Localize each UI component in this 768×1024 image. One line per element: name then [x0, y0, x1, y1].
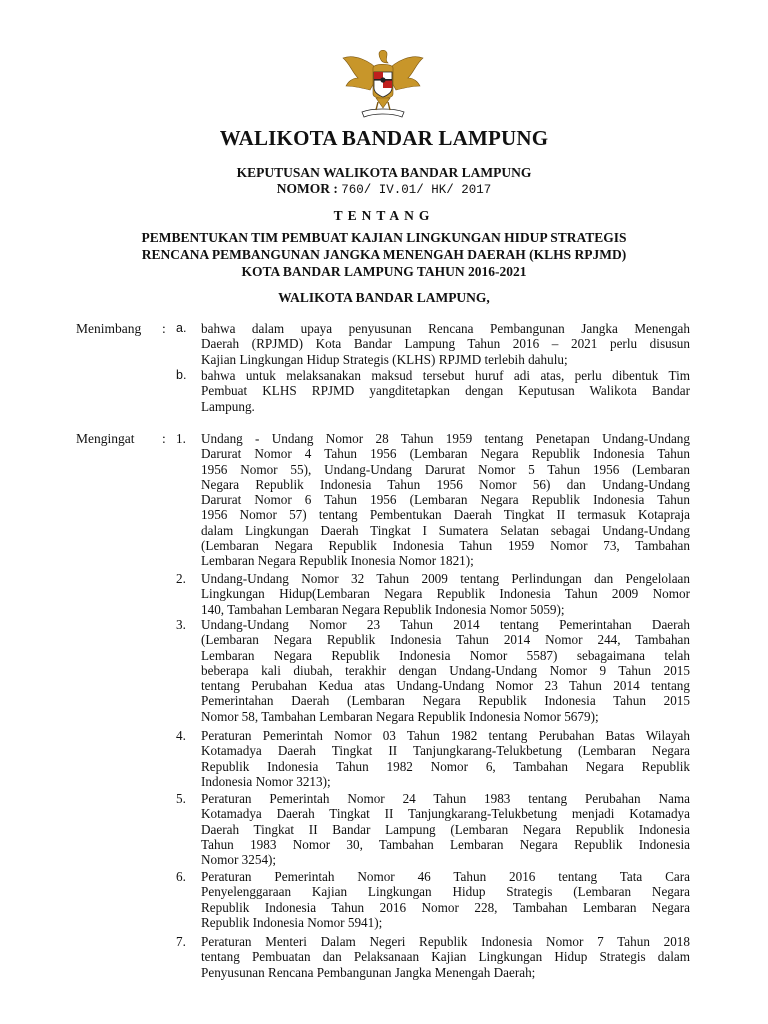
mengingat-item-line: Kotamadya Daerah Tingkat II Tanjungkarang-Telukbetung (Lembaran Negara	[201, 743, 690, 759]
mengingat-item	[201, 869, 690, 930]
mengingat-item-line: Republik Indonesia Tahun 1982 Nomor 6, Tambahan Negara Republik	[201, 758, 690, 774]
subject-line: PEMBENTUKAN TIM PEMBUAT KAJIAN LINGKUNGAN HIDUP STRATEGIS	[141, 230, 627, 245]
menimbang-item-line: bahwa untuk melaksanakan maksud tersebut huruf adi atas, perlu dibentuk Tim	[201, 368, 690, 383]
mengingat-item-marker: 4.	[176, 728, 186, 743]
mengingat-item-line: Daerah Tingkat II Bandar Lampung (Lembaran Negara Republik Indonesia	[201, 821, 690, 837]
mengingat-item-line: Peraturan Pemerintah Nomor 24 Tahun 1983 tentang Perubahan Nama	[201, 791, 690, 806]
mengingat-item	[201, 728, 690, 789]
mengingat-item-line: Republik Indonesia Tahun 2016 Nomor 228, Tambahan Lembaran Negara	[201, 899, 690, 915]
mengingat-item-marker: 2.	[176, 571, 186, 586]
decree-number-value: 760/ IV.01/ HK/ 2017	[341, 183, 492, 197]
mengingat-item-line: Nomor 58, Tambahan Lembaran Negara Republik Indonesia Nomor 5679);	[201, 708, 599, 724]
tentang-heading: TENTANG	[333, 208, 435, 223]
menimbang-item-line: bahwa dalam upaya penyusunan Rencana Pembangunan Jangka Menengah	[201, 321, 690, 336]
mengingat-item	[201, 571, 690, 617]
menimbang-item-line: Kajian Lingkungan Hidup Strategis (KLHS) RPJMD terlebih dahulu;	[201, 351, 568, 367]
mengingat-item-line: (Lembaran Negara Republik Indonesia Tahun 2014 Nomor 244, Tambahan	[201, 632, 690, 648]
mengingat-item-line: Penyelenggaraan Kajian Lingkungan Hidup Strategis (Lembaran Negara	[201, 884, 690, 900]
menimbang-item-marker: b.	[176, 368, 187, 382]
mengingat-item-line: Negara Republik Indonesia Tahun 1956 Nomor 56) dan Undang-Undang	[201, 476, 690, 492]
mengingat-item-line: Pemerintahan Daerah (Lembaran Negara Republik Indonesia Tahun 2015	[201, 693, 690, 709]
menimbang-item-marker: a.	[176, 321, 187, 335]
mengingat-item-line: (Lembaran Negara Republik Indonesia Tahun 1959 Nomor 73, Tambahan	[201, 538, 690, 554]
menimbang-label: Menimbang	[76, 321, 142, 336]
mengingat-item-line: beberapa kali diubah, terakhir dengan Undang-Undang Nomor 9 Tahun 2015	[201, 662, 690, 678]
mengingat-item-line: Penyusunan Rencana Pembangunan Jangka Menengah Daerah;	[201, 964, 536, 980]
decree-title: KEPUTUSAN WALIKOTA BANDAR LAMPUNG	[236, 165, 532, 180]
mengingat-item-line: 140, Tambahan Lembaran Negara Republik Indonesia Nomor 5059);	[201, 601, 565, 617]
mengingat-item-line: Lembaran Negara Republik Inonesia Nomor 1821);	[201, 553, 474, 569]
mengingat-item-marker: 5.	[176, 791, 186, 806]
decree-number-label: NOMOR :	[276, 181, 338, 196]
garuda-pancasila-emblem	[340, 50, 426, 122]
mengingat-item-line: tentang Perubahan Kedua atas Undang-Undang Nomor 23 Tahun 2014 tentang	[201, 678, 690, 694]
mengingat-item-line: Undang-Undang Nomor 32 Tahun 2009 tentang Perlindungan dan Pengelolaan	[201, 571, 690, 586]
mengingat-item-line: 1956 Nomor 55), Undang-Undang Darurat Nomor 5 Tahun 1956 (Lembaran	[201, 461, 690, 477]
mayor-heading: WALIKOTA BANDAR LAMPUNG,	[278, 290, 490, 305]
mengingat-colon: :	[162, 431, 166, 446]
menimbang-item-line: Pembuat KLHS RPJMD yangditetapkan dengan Keputusan Walikota Bandar	[201, 383, 690, 399]
mengingat-item	[201, 617, 690, 724]
mengingat-item-line: Peraturan Menteri Dalam Negeri Republik Indonesia Nomor 7 Tahun 2018	[201, 934, 690, 949]
menimbang-colon: :	[162, 321, 166, 336]
mengingat-item-line: Peraturan Pemerintah Nomor 46 Tahun 2016 tentang Tata Cara	[201, 869, 690, 884]
mengingat-item-line: Darurat Nomor 6 Tahun 1956 (Lembaran Negara Republik Indonesia Tahun	[201, 492, 690, 508]
mengingat-item-marker: 7.	[176, 934, 186, 949]
mengingat-item-line: Undang - Undang Nomor 28 Tahun 1959 tentang Penetapan Undang-Undang	[201, 431, 690, 446]
menimbang-item-line: Lampung.	[201, 398, 255, 414]
menimbang-item	[201, 321, 690, 367]
mengingat-item-line: Indonesia Nomor 3213);	[201, 773, 331, 789]
mengingat-item-marker: 1.	[176, 431, 186, 446]
mengingat-item-line: 1956 Nomor 57) tentang Pembentukan Daerah Tingkat II termasuk Kotapraja	[201, 507, 690, 523]
mengingat-item-line: Republik Indonesia Nomor 5941);	[201, 914, 383, 930]
mengingat-item-marker: 6.	[176, 869, 186, 884]
mengingat-item-line: dalam Lingkungan Daerah Tingkat I Sumatera Selatan sebagai Undang-Undang	[201, 522, 690, 538]
mengingat-item	[201, 791, 690, 867]
subject-line: KOTA BANDAR LAMPUNG TAHUN 2016-2021	[241, 264, 527, 279]
subject-heading	[0, 229, 768, 280]
mengingat-item-line: Lembaran Negara Republik Indonesia Nomor 5587) sebagaimana telah	[201, 647, 690, 663]
mengingat-item-line: Nomor 3254);	[201, 852, 277, 868]
decree-number	[0, 181, 768, 197]
mengingat-item-line: tentang Pembuatan dan Pelaksanaan Kajian Lingkungan Hidup Strategis dalam	[201, 949, 690, 965]
mengingat-item-line: Kotamadya Daerah Tingkat II Tanjungkarang-Telukbetung menjadi Kotamadya	[201, 806, 690, 822]
menimbang-item-line: Daerah (RPJMD) Kota Bandar Lampung Tahun 2016 – 2021 perlu disusun	[201, 336, 690, 352]
mengingat-item-line: Peraturan Pemerintah Nomor 03 Tahun 1982 tentang Perubahan Batas Wilayah	[201, 728, 690, 743]
mengingat-item-line: Undang-Undang Nomor 23 Tahun 2014 tentang Pemerintahan Daerah	[201, 617, 690, 632]
mengingat-item-line: Darurat Nomor 4 Tahun 1956 (Lembaran Negara Republik Indonesia Tahun	[201, 446, 690, 462]
mengingat-label: Mengingat	[76, 431, 135, 446]
page-title: WALIKOTA BANDAR LAMPUNG	[219, 126, 549, 150]
subject-line: RENCANA PEMBANGUNAN JANGKA MENENGAH DAERAH (KLHS RPJMD)	[141, 247, 627, 262]
mengingat-item-marker: 3.	[176, 617, 186, 632]
mengingat-item	[201, 431, 690, 569]
menimbang-item	[201, 368, 690, 414]
mengingat-item-line: Tahun 1983 Nomor 30, Tambahan Lembaran Negara Republik Indonesia	[201, 836, 690, 852]
mengingat-item-line: Lingkungan Hidup(Lembaran Negara Republik Indonesia Tahun 2009 Nomor	[201, 586, 690, 602]
mengingat-item	[201, 934, 690, 980]
